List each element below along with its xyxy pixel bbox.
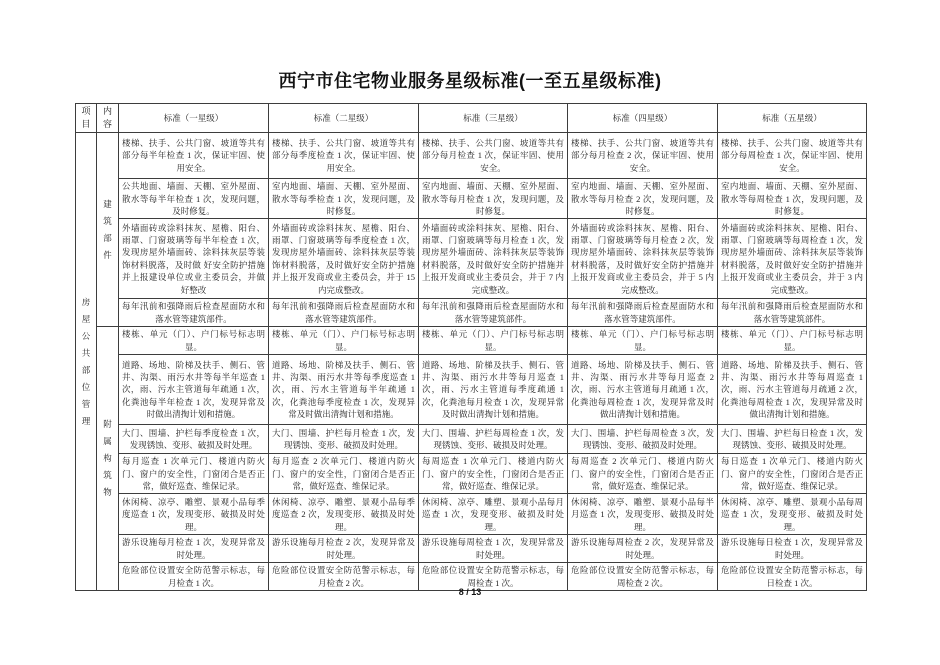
standard-cell: 楼梯、扶手、公共门窗、坡道等共有部分每月检查 2 次，保证牢固、使用安全。: [568, 133, 718, 179]
standard-cell: 游乐设施每周检查 2 次，发现异常及时处理。: [568, 535, 718, 563]
content-label-attached-structures: 附属构筑物: [103, 419, 112, 498]
standard-cell: 楼梯、扶手、公共门窗、坡道等共有部分每季度检查 1 次，保证牢固、使用安全。: [269, 133, 419, 179]
standard-cell: 每年汛前和强降雨后检查屋面防水和落水管等建筑部件。: [568, 299, 718, 327]
standard-cell: 休闲椅、凉亭、雕塑、景观小品每季度巡查 1 次，发现变形、破损及时处理。: [119, 494, 269, 535]
table-row: [76, 179, 867, 219]
standard-cell: 大门、围墙、护栏每月检查 1 次，发现锈蚀、变形、破损及时处理。: [269, 425, 419, 454]
table-row: [76, 327, 867, 355]
standard-cell: 外墙面砖或涂料抹灰、屋檐、阳台、雨罩、门窗玻璃等每半年检查 1 次，发现房屋外墙面砖、涂料抹灰层等装饰材料脱落，及时做 好安全防护措施并上报建设单位或业主委员会，并做好整改: [119, 219, 269, 299]
standard-cell: 每年汛前和强降雨后检查屋面防水和落水管等建筑部件。: [119, 299, 269, 327]
standard-cell: 室内地面、墙面、天棚、室外屋面、散水等每周检查 1 次，发现问题，及时修复。: [718, 179, 867, 219]
table-row: [76, 299, 867, 327]
standard-cell: 每周巡查 1 次单元门、楼道内防火门、窗户的安全性，门窗闭合是否正常，做好巡查、维保记录。: [419, 454, 568, 494]
standard-cell: 楼栋、单元（门）、户门标号标志明显。: [718, 327, 867, 355]
standard-cell: 外墙面砖或涂料抹灰、屋檐、阳台、雨罩、门窗玻璃等每月检查 1 次，发现房屋外墙面砖、涂料抹灰层等装饰材料脱落，及时做好安全防护措施并上报开发商或业主委员会，并于 7 内完成整改。: [419, 219, 568, 299]
table-row: [76, 355, 867, 425]
standard-cell: 游乐设施每周检查 1 次，发现异常及时处理。: [419, 535, 568, 563]
standard-cell: 危险部位设置安全防范警示标志，每周检查 1 次。: [419, 563, 568, 591]
project-label-cell: [76, 133, 97, 591]
page-number: 8 / 13: [458, 587, 482, 597]
standard-cell: 楼梯、扶手、公共门窗、坡道等共有部分每月检查 1 次，保证牢固、使用安全。: [419, 133, 568, 179]
standards-table: [75, 103, 867, 591]
standard-cell: 大门、围墙、护栏每日检查 1 次，发现锈蚀、变形、破损及时处理。: [718, 425, 867, 454]
header-standard-3star: 标准（三星级）: [419, 104, 568, 133]
table-header-row: [76, 104, 867, 133]
header-project: 项目: [76, 104, 97, 133]
standard-cell: 危险部位设置安全防范警示标志，每月检查 1 次。: [119, 563, 269, 591]
standard-cell: 大门、围墙、护栏每周检查 3 次，发现锈蚀、变形、破损及时处理。: [568, 425, 718, 454]
standard-cell: 休闲椅、凉亭、雕塑、景观小品每月巡查 1 次，发现变形、破损及时处理。: [419, 494, 568, 535]
standard-cell: 道路、场地、阶梯及扶手、侧石、管井、沟渠、雨污水井等每季度巡查 1 次，雨、污水主管道每半年疏通 1 次，化粪池每季度检查 1 次，发现异常及时做出清掏计划和措施。: [269, 355, 419, 425]
header-standard-1star: 标准（一星级）: [119, 104, 269, 133]
standard-cell: 大门、围墙、护栏每周检查 1 次，发现锈蚀、变形、破损及时处理。: [419, 425, 568, 454]
table-row: [76, 494, 867, 535]
standard-cell: 危险部位设置安全防范警示标志，每月检查 2 次。: [269, 563, 419, 591]
standard-cell: 公共地面、墙面、天棚、室外屋面、散水等每半年检查 1 次，发现问题，及时修复。: [119, 179, 269, 219]
standard-cell: 外墙面砖或涂料抹灰、屋檐、阳台、雨罩、门窗玻璃等每月检查 2 次，发现房屋外墙面砖、涂料抹灰层等装饰材料脱落，及时做好安全防护措施并上报开发商或业主委员会，并于 5 内完成整改。: [568, 219, 718, 299]
standard-cell: 每年汛前和强降雨后检查屋面防水和落水管等建筑部件。: [269, 299, 419, 327]
header-content: 内容: [97, 104, 119, 133]
standard-cell: 道路、场地、阶梯及扶手、侧石、管井、沟渠、雨污水井等每月巡查 1 次，雨、污水主管道每季度疏通 1 次，化粪池每月检查 1 次，发现异常及时做出清掏计划和措施。: [419, 355, 568, 425]
standard-cell: 休闲椅、凉亭、雕塑、景观小品每半月巡查 1 次，发现变形、破损及时处理。: [568, 494, 718, 535]
standard-cell: 每周巡查 2 次单元门、楼道内防火门、窗户的安全性，门窗闭合是否正常，做好巡查、维保记录。: [568, 454, 718, 494]
standard-cell: 道路、场地、阶梯及扶手、侧石、管井、沟渠、雨污水井等每月巡查 2 次，雨、污水主管道每月疏通 1 次，化粪池每周检查 1 次，发现异常及时做出清掏计划和措施。: [568, 355, 718, 425]
standard-cell: 道路、场地、阶梯及扶手、侧石、管井、沟渠、雨污水井等每半年巡查 1 次，雨、污水主管道每年疏通 1 次，化粪池每半年检查 1 次，发现异常及时做出清掏计划和措施。: [119, 355, 269, 425]
table-row: [76, 454, 867, 494]
standard-cell: 室内地面、墙面、天棚、室外屋面、散水等每月检查 2 次，发现问题，及时修复。: [568, 179, 718, 219]
standard-cell: 道路、场地、阶梯及扶手、侧石、管井、沟渠、雨污水井等每周巡查 1 次，雨、污水主管道每月疏通 2 次，化粪池每周检查 1 次，发现异常及时做出清掏计划和措施。: [718, 355, 867, 425]
standard-cell: 休闲椅、凉亭、雕塑、景观小品每季度巡查 2 次，发现变形、破损及时处理。: [269, 494, 419, 535]
standard-cell: 休闲椅、凉亭、雕塑、景观小品每周巡查 1 次，发现变形、破损及时处理。: [718, 494, 867, 535]
standard-cell: 危险部位设置安全防范警示标志，每日检查 1 次。: [718, 563, 867, 591]
standard-cell: 每年汛前和强降雨后检查屋面防水和落水管等建筑部件。: [419, 299, 568, 327]
table-row: [76, 219, 867, 299]
standard-cell: 危险部位设置安全防范警示标志，每周检查 2 次。: [568, 563, 718, 591]
standard-cell: 外墙面砖或涂料抹灰、屋檐、阳台、雨罩、门窗玻璃等每季度检查 1 次，发现房屋外墙面砖、涂料抹灰层等装饰材料脱落，及时做好安全防护措施并上报开发商或业主委员会，并于 15 内完成整改。: [269, 219, 419, 299]
standard-cell: 室内地面、墙面、天棚、室外屋面、散水等每月检查 1 次，发现问题，及时修复。: [419, 179, 568, 219]
table-row: [76, 535, 867, 563]
standard-cell: 楼栋、单元（门）、户门标号标志明显。: [119, 327, 269, 355]
standard-cell: 每月巡查 2 次单元门、楼道内防火门、窗户的安全性，门窗闭合是否正常，做好巡查、维保记录。: [269, 454, 419, 494]
standard-cell: 每日巡查 1 次单元门、楼道内防火门、窗户的安全性，门窗闭合是否正常，做好巡查、维保记录。: [718, 454, 867, 494]
project-label: 房屋公共部位管理: [81, 296, 91, 426]
standard-cell: 游乐设施每月检查 1 次，发现异常及时处理。: [119, 535, 269, 563]
standard-cell: 游乐设施每月检查 2 次，发现异常及时处理。: [269, 535, 419, 563]
standard-cell: 每月巡查 1 次单元门、楼道内防火门、窗户的安全性，门窗闭合是否正常，做好巡查、维保记录。: [119, 454, 269, 494]
content-label-cell: [97, 133, 119, 327]
page-title: 西宁市住宅物业服务星级标准(一至五星级标准): [278, 71, 662, 91]
table-row: [76, 133, 867, 179]
standard-cell: 楼栋、单元（门）、户门标号标志明显。: [269, 327, 419, 355]
table-row: [76, 425, 867, 454]
standard-cell: 楼栋、单元（门）、户门标号标志明显。: [419, 327, 568, 355]
standard-cell: 楼栋、单元（门）、户门标号标志明显。: [568, 327, 718, 355]
standard-cell: 楼梯、扶手、公共门窗、坡道等共有部分每周检查 1 次，保证牢固、使用安全。: [718, 133, 867, 179]
standard-cell: 游乐设施每日检查 1 次，发现异常及时处理。: [718, 535, 867, 563]
content-label-cell: [97, 327, 119, 591]
header-standard-2star: 标准（二星级）: [269, 104, 419, 133]
standard-cell: 外墙面砖或涂料抹灰、屋檐、阳台、雨罩、门窗玻璃等每周检查 1 次，发现房屋外墙面砖、涂料抹灰层等装饰材料脱落，及时做好安全防护措施并上报开发商或业主委员会，并于 3 内完成整改。: [718, 219, 867, 299]
standard-cell: 楼梯、扶手、公共门窗、坡道等共有部分每半年检查 1 次，保证牢固、使用安全。: [119, 133, 269, 179]
content-label-building-parts: 建筑部件: [103, 198, 112, 260]
header-standard-4star: 标准（四星级）: [568, 104, 718, 133]
standard-cell: 室内地面、墙面、天棚、室外屋面、散水等每季检查 1 次，发现问题，及时修复。: [269, 179, 419, 219]
standard-cell: 大门、围墙、护栏每季度检查 1 次，发现锈蚀、变形、破损及时处理。: [119, 425, 269, 454]
standard-cell: 每年汛前和强降雨后检查屋面防水和落水管等建筑部件。: [718, 299, 867, 327]
header-standard-5star: 标准（五星级）: [718, 104, 867, 133]
